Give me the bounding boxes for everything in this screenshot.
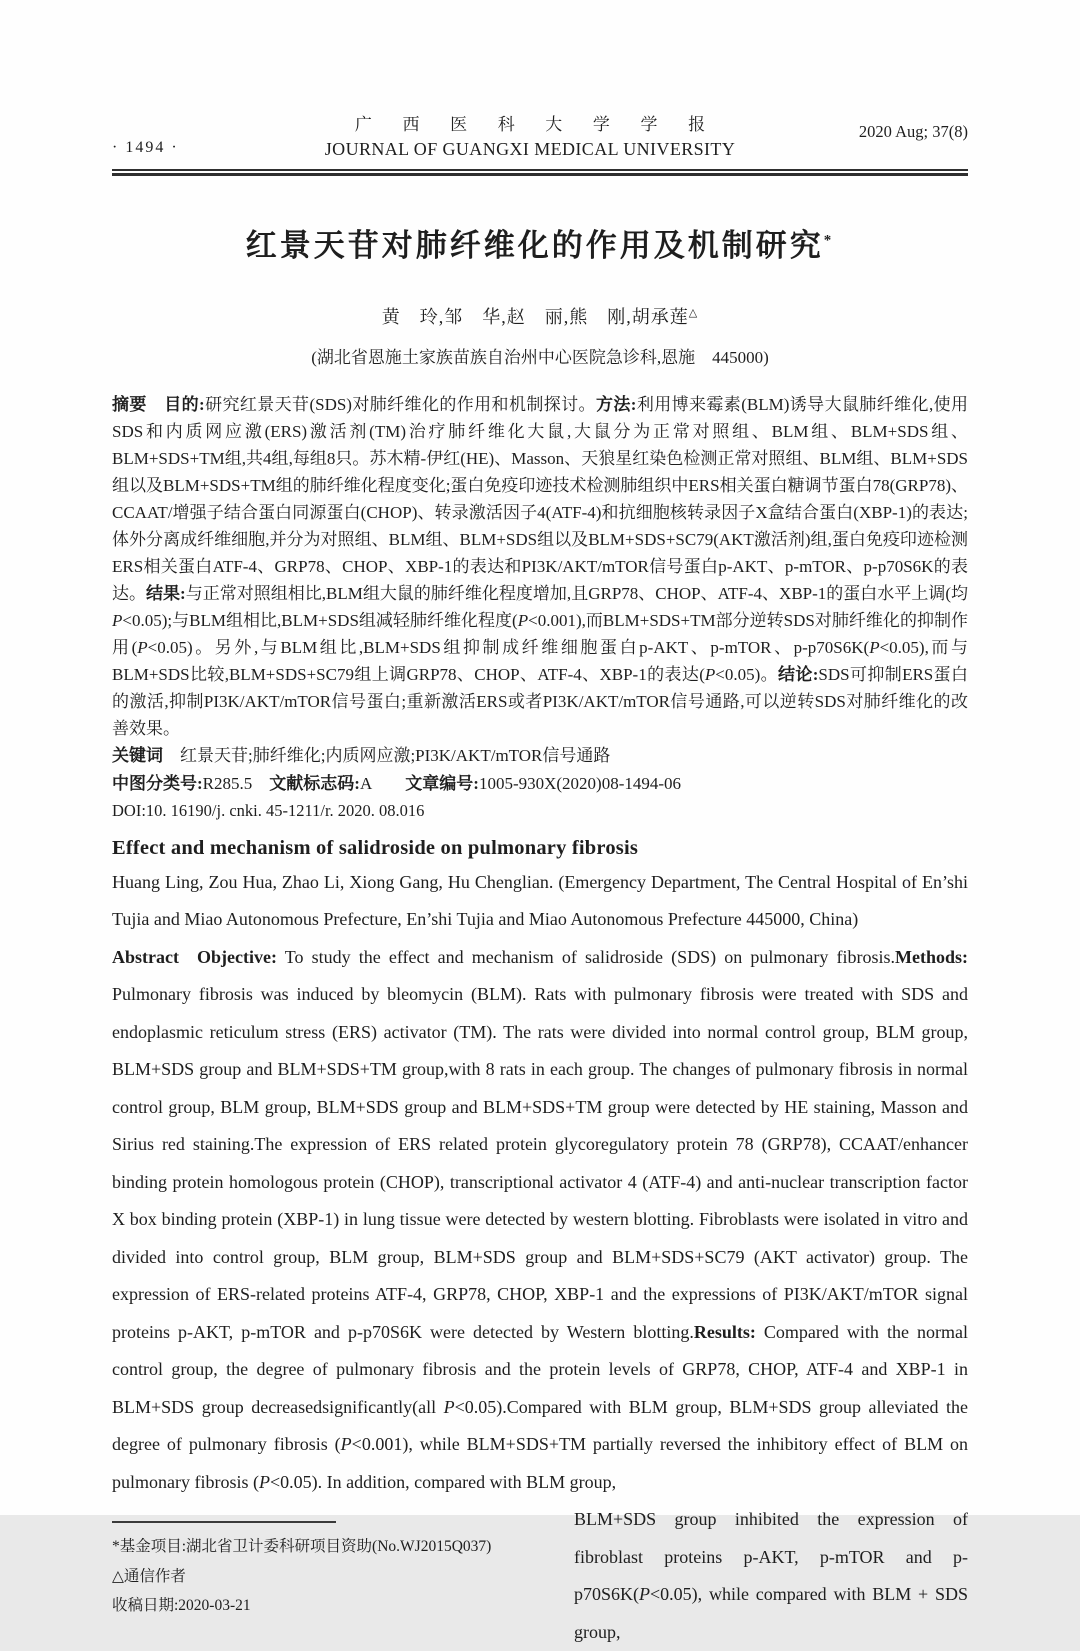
bottom-two-column-area xyxy=(112,1501,968,1651)
journal-title-cn: 广西医科大学学报 xyxy=(354,115,736,134)
journal-title-en: JOURNAL OF GUANGXI MEDICAL UNIVERSITY xyxy=(324,139,736,159)
footnote-rule xyxy=(112,1521,336,1523)
page-header xyxy=(112,110,968,160)
authors-cn: 黄 玲,邹 华,赵 丽,熊 刚,胡承莲△ xyxy=(381,307,699,327)
journal-title-block xyxy=(242,110,818,160)
abstract-en-continued: BLM+SDS group inhibited the expression of fibroblast proteins p-AKT, p-mTOR and p-p70S6K(P<0.05), while compared with BLM + SDS group, xyxy=(574,1509,968,1642)
doi-line: DOI:10. 16190/j. cnki. 45-1211/r. 2020. 08.016 xyxy=(112,801,425,820)
abstract-en: Abstract Objective: To study the effect and mechanism of salidroside (SDS) on pulmonary fibrosis.Methods: Pulmonary fibrosis was induced by bleomycin (BLM). Rats with pulmonary fibrosis were treated with SDS and endoplasmic reticulum stress (ERS) activator (TM). The rats were divided into normal control group, BLM group, BLM+SDS group and BLM+SDS+TM group,with 8 rats in each group. The changes of pulmonary fibrosis in normal control group, BLM group, BLM+SDS group and BLM+SDS+TM group were detected by HE staining, Masson and Sirius red staining.The expression of ERS related protein glycoregulatory protein 78 (GRP78), CCAAT/enhancer binding protein homologous protein (CHOP), transcriptional activator 4 (ATF-4) and anti-nuclear transcription factor X box binding protein (XBP-1) in lung tissue were detected by western blotting. Fibroblasts were isolated in vitro and divided into control group, BLM group, BLM+SDS group and BLM+SDS+SC79 (AKT activator) group. The expression of ERS-related proteins ATF-4, GRP78, CHOP, XBP-1 and the expressions of PI3K/AKT/mTOR signal proteins p-AKT, p-mTOR and p-p70S6K were detected by Western blotting.Results: Compared with the normal control group, the degree of pulmonary fibrosis and the protein levels of GRP78, CHOP, ATF-4 and XBP-1 in BLM+SDS group decreasedsignificantly(all P<0.05).Compared with BLM group, BLM+SDS group alleviated the degree of pulmonary fibrosis (P<0.001), while BLM+SDS+TM partially reversed the inhibitory effect of BLM on pulmonary fibrosis (P<0.05). In addition, compared with BLM group, xyxy=(112,946,969,1492)
affiliation-cn: (湖北省恩施土家族苗族自治州中心医院急诊科,恩施 445000) xyxy=(311,348,769,367)
footnote-block xyxy=(112,1501,536,1651)
authors-affiliation-en: Huang Ling, Zou Hua, Zhao Li, Xiong Gang, Hu Chenglian. (Emergency Department, The Central Hospital of En’shi Tujia and Miao Autonomous Prefecture, En’shi Tujia and Miao Autonomous Prefecture 445000, China) xyxy=(112,871,968,929)
footnote-received-date: 收稿日期:2020-03-21 xyxy=(112,1597,251,1614)
classification-line: 中图分类号:R285.5 文献标志码:A 文章编号:1005-930X(2020)08-1494-06 xyxy=(112,773,682,793)
article-title-en: Effect and mechanism of salidroside on pulmonary fibrosis xyxy=(112,836,639,859)
issue-info: 2020 Aug; 37(8) xyxy=(858,122,968,141)
header-rule xyxy=(112,169,968,176)
keywords-line: 关键词 红景天苷;肺纤维化;内质网应激;PI3K/AKT/mTOR信号通路 xyxy=(112,746,611,765)
footnote-corresponding-author: △通信作者 xyxy=(112,1567,186,1585)
footnote-fund: *基金项目:湖北省卫计委科研项目资助(No.WJ2015Q037) xyxy=(112,1538,492,1555)
page-number: · 1494 · xyxy=(112,139,179,156)
article-title: 红景天苷对肺纤维化的作用及机制研究* xyxy=(245,228,835,263)
abstract-cn: 摘要 目的:研究红景天苷(SDS)对肺纤维化的作用和机制探讨。方法:利用博来霉素(BLM)诱导大鼠肺纤维化,使用SDS和内质网应激(ERS)激活剂(TM)治疗肺纤维化大鼠,大鼠分为正常对照组、BLM组、BLM+SDS组、BLM+SDS+TM组,共4组,每组8只。苏木精-伊红(HE)、Masson、天狼星红染色检测正常对照组、BLM组、BLM+SDS组以及BLM+SDS+TM组的肺纤维化程度变化;蛋白免疫印迹技术检测肺组织中ERS相关蛋白糖调节蛋白78(GRP78)、CCAAT/增强子结合蛋白同源蛋白(CHOP)、转录激活因子4(ATF-4)和抗细胞核转录因子X盒结合蛋白(XBP-1)的表达;体外分离成纤维细胞,并分为对照组、BLM组、BLM+SDS组以及BLM+SDS+SC79(AKT激活剂)组,蛋白免疫印迹检测ERS相关蛋白ATF-4、GRP78、CHOP、XBP-1的表达和PI3K/AKT/mTOR信号蛋白p-AKT、p-mTOR、p-p70S6K的表达。结果:与正常对照组相比,BLM组大鼠的肺纤维化程度增加,且GRP78、CHOP、ATF-4、XBP-1的蛋白水平上调(均P<0.05);与BLM组相比,BLM+SDS组减轻肺纤维化程度(P<0.001),而BLM+SDS+TM部分逆转SDS对肺纤维化的抑制作用(P<0.05)。另外,与BLM组比,BLM+SDS组抑制成纤维细胞蛋白p-AKT、p-mTOR、p-p70S6K(P<0.05),而与BLM+SDS比较,BLM+SDS+SC79组上调GRP78、CHOP、ATF-4、XBP-1的表达(P<0.05)。结论:SDS可抑制ERS蛋白的激活,抑制PI3K/AKT/mTOR信号蛋白;重新激活ERS或者PI3K/AKT/mTOR信号通路,可以逆转SDS对肺纤维化的改善效果。 xyxy=(112,395,969,738)
